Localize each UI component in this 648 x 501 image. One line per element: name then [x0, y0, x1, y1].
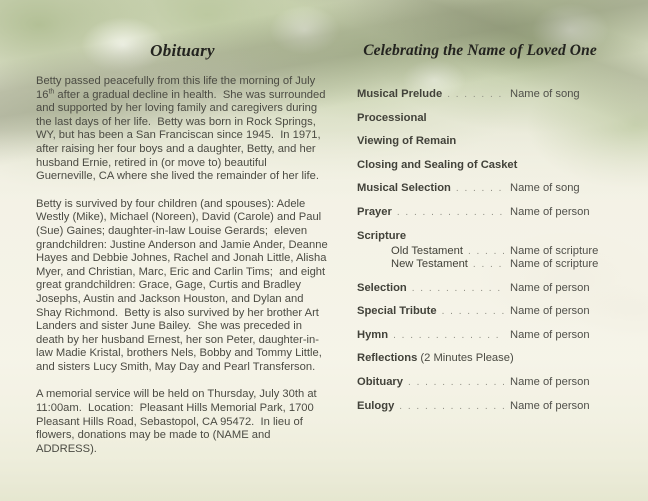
service-item-label: Hymn [357, 328, 389, 341]
service-item-special-tribute [357, 305, 603, 318]
service-item-musical-selection [357, 182, 603, 195]
service-subitem-label: New Testament [391, 258, 468, 271]
service-item-label: Reflections [357, 352, 418, 365]
service-item-processional [357, 112, 603, 125]
service-subitem-value: Name of scripture [510, 258, 599, 271]
obituary-paragraph-3: A memorial service will be held on Thursday, July 30th at 11:00am. Location: Pleasant Hills Memorial Park, 1700 Pleasant Hills Road, Sebastopol, CA 95472. In lieu of flowers, donations may be made to (NAME and ADDRESS). [36, 388, 320, 455]
dotted-leader [399, 400, 504, 413]
dotted-leader [412, 282, 504, 295]
service-item-value: Name of person [510, 399, 590, 412]
dotted-leader [442, 305, 504, 318]
service-item-scripture [357, 230, 603, 272]
dotted-leader [408, 376, 504, 389]
scripture-heading [357, 230, 603, 243]
order-of-service-column [357, 40, 603, 423]
scripture-old-testament [357, 245, 603, 258]
service-item-label: Eulogy [357, 399, 395, 412]
order-of-service-list [357, 88, 603, 413]
service-item-value: Name of song [510, 88, 580, 100]
celebration-title: Celebrating the Name of Loved One [363, 42, 597, 59]
service-item-label: Special Tribute [357, 305, 437, 318]
service-item-value: Name of song [510, 182, 580, 195]
service-item-selection [357, 282, 603, 295]
dotted-leader [397, 206, 504, 219]
service-item-obituary [357, 376, 603, 389]
service-item-value: Name of person [510, 328, 590, 341]
service-item-label: Obituary [357, 376, 404, 389]
service-item-label: Prayer [357, 205, 392, 218]
obituary-paragraph-2: Betty is survived by four children (and spouses): Adele Westly (Mike), Michael (Noreen), David (Carole) and Paul (Sue) Gaines; daughter-in-law Louise Gerards; eleven grandchildren: Justine Anderson and Jamie Ander, Deanne Hayes and Debbie Johnes, Rachel and Jonah Little, Alisha Myer, and Christian, Marc, Eric and Carlin Tims; and eight great grandchildren: Grace, Gage, Curtis and Bradley Josephs, Austin and Jackson Houston, and Dylan and Shay Richmond. Betty is also survived by her brother Art Landers and sister June Bailey. She was preceded in death by her husband Ernest, her son Peter, daughter-in-law Madie Kristal, brothers Nels, Bobby and Tommy Little, and sisters Lucy Smith, May Day and Pearl Transferson. [36, 197, 331, 373]
dotted-leader [393, 329, 504, 342]
service-item-label: Selection [357, 281, 407, 294]
service-item-label: Musical Selection [357, 182, 451, 195]
service-item-closing-and-sealing [357, 159, 603, 172]
obituary-column [36, 40, 329, 470]
service-item-value: Name of person [510, 305, 590, 318]
obituary-p1-continued: after a gradual decline in health. She was surrounded and supported by her loving family and caregivers during the last days of her life. Betty was born in Rock Springs, WY, but has been a San Franciscan since 1945. In 1971, after raising her four boys and a daughter, Betty, and her husband Ernie, retired in (or move to) beautiful Guerneville, CA where she lived the remainder of her life. [36, 88, 329, 183]
dotted-leader [456, 182, 504, 195]
dotted-leader [468, 245, 504, 258]
service-item-value: Name of person [510, 376, 590, 389]
service-item-value: Name of person [510, 281, 590, 294]
obituary-title: Obituary [150, 41, 215, 60]
service-subitem-label: Old Testament [391, 244, 463, 257]
service-item-label: Musical Prelude [357, 88, 443, 100]
service-item-eulogy [357, 400, 603, 413]
service-item-hymn [357, 329, 603, 342]
dotted-leader [473, 258, 504, 271]
obituary-p1-text: Betty passed peacefully from this life the morning of July 16 [36, 75, 319, 101]
obituary-p1-superscript: th [48, 87, 55, 95]
service-item-label: Scripture [357, 229, 407, 242]
scripture-new-testament [357, 258, 603, 271]
service-item-reflections [357, 352, 603, 365]
dotted-leader [447, 88, 504, 101]
service-item-musical-prelude [357, 88, 603, 101]
service-item-value: Name of person [510, 205, 590, 218]
service-item-label: Processional [357, 111, 427, 124]
service-item-label: Viewing of Remain [357, 135, 457, 148]
service-item-viewing-of-remain [357, 135, 603, 148]
service-item-prayer [357, 206, 603, 219]
obituary-paragraph-1 [36, 75, 329, 184]
service-subitem-value: Name of scripture [510, 244, 599, 257]
service-item-label: Closing and Sealing of Casket [357, 158, 518, 171]
service-item-note: (2 Minutes Please) [417, 352, 514, 365]
